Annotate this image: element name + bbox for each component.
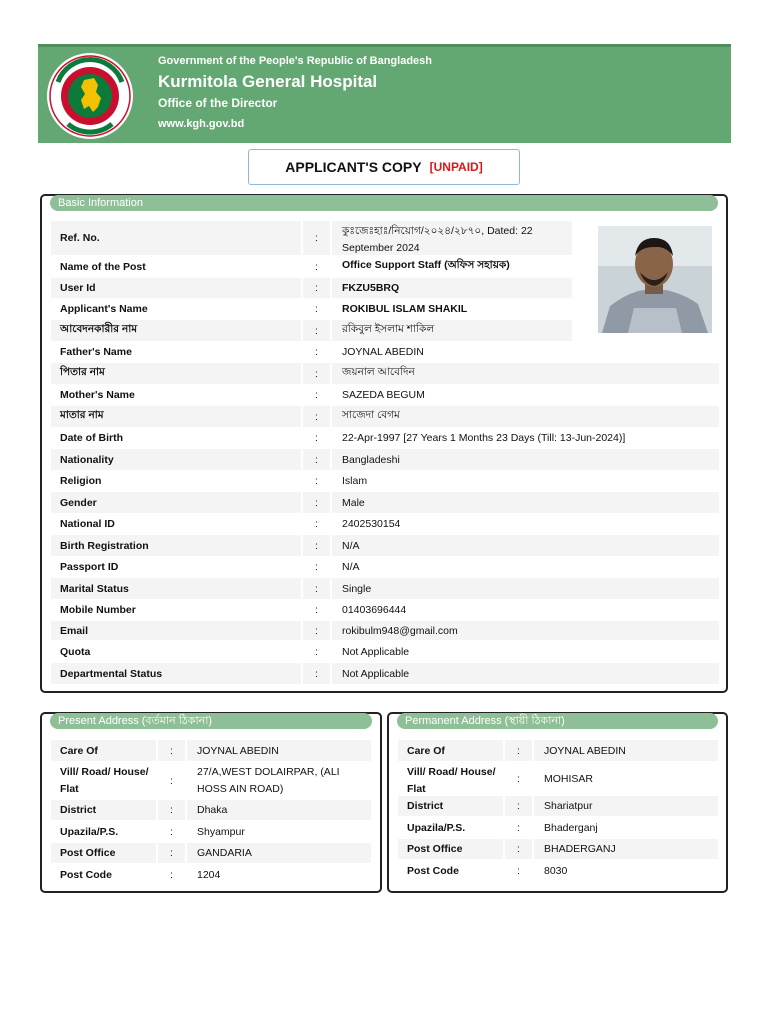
field-label: Passport ID — [60, 561, 119, 573]
field-value: Not Applicable — [332, 663, 719, 684]
field-label: Nationality — [51, 449, 301, 470]
table-row — [51, 363, 719, 384]
field-label: Vill/ Road/ House/ Flat — [407, 766, 496, 795]
field-value: Office Support Staff (অফিস সহায়ক) — [342, 259, 510, 271]
table-row — [51, 740, 371, 761]
copy-title-box — [248, 149, 520, 185]
field-label: District — [51, 800, 156, 820]
field-value: জয়নাল আবেদিন — [332, 363, 719, 384]
table-row — [51, 557, 719, 577]
field-label: Email — [51, 621, 301, 640]
field-value: FKZU5BRQ — [332, 278, 572, 298]
field-value: JOYNAL ABEDIN — [534, 740, 718, 761]
bangladesh-government-seal-icon — [46, 52, 134, 140]
field-label: Religion — [60, 475, 102, 487]
field-value: 27/A,WEST DOLAIRPAR, (ALI HOSS AIN ROAD) — [197, 766, 340, 795]
field-label: Departmental Status — [51, 663, 301, 684]
field-separator: : — [158, 843, 185, 863]
field-value: rokibulm948@gmail.com — [332, 621, 719, 640]
field-label: Name of the Post — [60, 260, 146, 273]
field-separator: : — [315, 303, 318, 315]
field-label: Ref. No. — [51, 221, 301, 255]
field-separator: : — [303, 278, 330, 298]
applicant-photo — [598, 226, 712, 333]
field-separator: : — [315, 260, 318, 273]
field-value: 1204 — [197, 868, 221, 881]
field-label: Care Of — [51, 740, 156, 761]
field-value: Shyampur — [197, 825, 245, 838]
field-label: Vill/ Road/ House/ Flat — [60, 766, 149, 795]
field-separator: : — [315, 389, 318, 401]
field-label: Upazila/P.S. — [60, 825, 119, 838]
field-separator: : — [505, 839, 532, 859]
table-row — [51, 641, 719, 662]
office-name: Office of the Director — [158, 96, 278, 110]
table-row — [51, 406, 719, 427]
field-value: SAZEDA BEGUM — [342, 389, 425, 401]
field-label: Marital Status — [51, 578, 301, 599]
field-value: 01403696444 — [342, 604, 407, 616]
field-separator: : — [303, 578, 330, 599]
field-value: Shariatpur — [534, 796, 718, 816]
field-value: 2402530154 — [342, 518, 401, 530]
table-row — [51, 299, 572, 319]
payment-status-badge: [UNPAID] — [429, 160, 483, 174]
field-value: কুঃজেঃহাঃ/নিয়োগ/২০২৪/২৮৭০, Dated: 22 September 2024 — [332, 221, 572, 255]
field-value: MOHISAR — [544, 772, 594, 785]
table-row — [51, 342, 719, 362]
field-separator: : — [158, 740, 185, 761]
table-row — [51, 600, 719, 620]
field-label: User Id — [51, 278, 301, 298]
field-value: ROKIBUL ISLAM SHAKIL — [342, 303, 468, 315]
field-separator: : — [303, 621, 330, 640]
table-row — [51, 492, 719, 513]
field-label: Upazila/P.S. — [407, 821, 466, 834]
field-value: N/A — [332, 535, 719, 556]
field-separator: : — [505, 740, 532, 761]
field-label: Post Office — [398, 839, 503, 859]
table-row — [51, 514, 719, 534]
field-separator: : — [315, 645, 318, 658]
field-value: রকিবুল ইসলাম শাকিল — [332, 320, 572, 341]
table-row — [51, 578, 719, 599]
field-value: BHADERGANJ — [534, 839, 718, 859]
field-label: Mother's Name — [60, 389, 135, 401]
table-row — [398, 762, 718, 795]
field-label: Birth Registration — [51, 535, 301, 556]
field-separator: : — [303, 221, 330, 255]
field-separator: : — [303, 535, 330, 556]
present-address-title: Present Address (বর্তমান ঠিকানা) — [50, 713, 372, 729]
field-separator: : — [517, 821, 520, 834]
field-value: সাজেদা বেগম — [332, 406, 719, 427]
field-value: GANDARIA — [187, 843, 371, 863]
table-row — [398, 860, 718, 881]
table-row — [398, 740, 718, 761]
table-row — [51, 320, 572, 341]
field-label: পিতার নাম — [51, 363, 301, 384]
field-separator: : — [315, 432, 318, 444]
hospital-name: Kurmitola General Hospital — [158, 72, 378, 91]
field-value: 8030 — [544, 864, 568, 877]
field-separator: : — [170, 868, 173, 881]
table-row — [51, 428, 719, 448]
field-separator: : — [170, 825, 173, 838]
table-row — [398, 839, 718, 859]
field-label: Care Of — [398, 740, 503, 761]
field-separator: : — [517, 772, 520, 785]
field-separator: : — [303, 363, 330, 384]
field-separator: : — [315, 346, 318, 358]
table-row — [51, 663, 719, 684]
table-row — [51, 385, 719, 405]
field-value: N/A — [342, 561, 360, 573]
field-value: JOYNAL ABEDIN — [187, 740, 371, 761]
field-value: Islam — [342, 475, 368, 487]
copy-title: APPLICANT'S COPY — [285, 159, 422, 175]
field-label: আবেদনকারীর নাম — [51, 320, 301, 341]
table-row — [51, 221, 572, 255]
table-row — [398, 796, 718, 816]
field-separator: : — [315, 604, 318, 616]
table-row — [51, 278, 572, 298]
table-row — [51, 256, 572, 277]
field-value: Not Applicable — [342, 645, 410, 658]
field-separator: : — [315, 475, 318, 487]
field-separator: : — [303, 492, 330, 513]
field-value: JOYNAL ABEDIN — [342, 346, 424, 358]
field-separator: : — [505, 796, 532, 816]
table-row — [51, 762, 371, 799]
field-label: Applicant's Name — [60, 303, 148, 315]
table-row — [51, 621, 719, 640]
table-row — [51, 449, 719, 470]
table-row — [51, 821, 371, 842]
field-label: Mobile Number — [60, 604, 136, 616]
table-row — [51, 843, 371, 863]
basic-information-title: Basic Information — [50, 195, 718, 211]
field-label: Date of Birth — [60, 432, 123, 444]
field-separator: : — [303, 663, 330, 684]
field-separator: : — [517, 864, 520, 877]
field-label: Father's Name — [60, 346, 132, 358]
table-row — [51, 800, 371, 820]
table-row — [398, 817, 718, 838]
field-label: Post Code — [407, 864, 459, 877]
field-value: Dhaka — [187, 800, 371, 820]
field-separator: : — [315, 561, 318, 573]
field-label: Gender — [51, 492, 301, 513]
field-separator: : — [303, 320, 330, 341]
permanent-address-title: Permanent Address (স্থায়ী ঠিকানা) — [397, 713, 718, 729]
field-label: District — [398, 796, 503, 816]
field-value: Male — [332, 492, 719, 513]
table-row — [51, 471, 719, 491]
field-value: Bhaderganj — [544, 821, 598, 834]
field-separator: : — [303, 449, 330, 470]
field-label: মাতার নাম — [51, 406, 301, 427]
government-name: Government of the People's Republic of Bangladesh — [158, 55, 432, 67]
field-value: 22-Apr-1997 [27 Years 1 Months 23 Days (Till: 13-Jun-2024)] — [342, 432, 626, 444]
field-separator: : — [170, 774, 173, 787]
field-value: Single — [332, 578, 719, 599]
field-value: Bangladeshi — [332, 449, 719, 470]
field-label: National ID — [60, 518, 115, 530]
field-separator: : — [158, 800, 185, 820]
field-separator: : — [315, 518, 318, 530]
table-row — [51, 864, 371, 885]
field-label: Post Code — [60, 868, 112, 881]
field-label: Post Office — [51, 843, 156, 863]
table-row — [51, 535, 719, 556]
website-link[interactable]: www.kgh.gov.bd — [158, 118, 245, 130]
field-label: Quota — [60, 645, 91, 658]
field-separator: : — [303, 406, 330, 427]
